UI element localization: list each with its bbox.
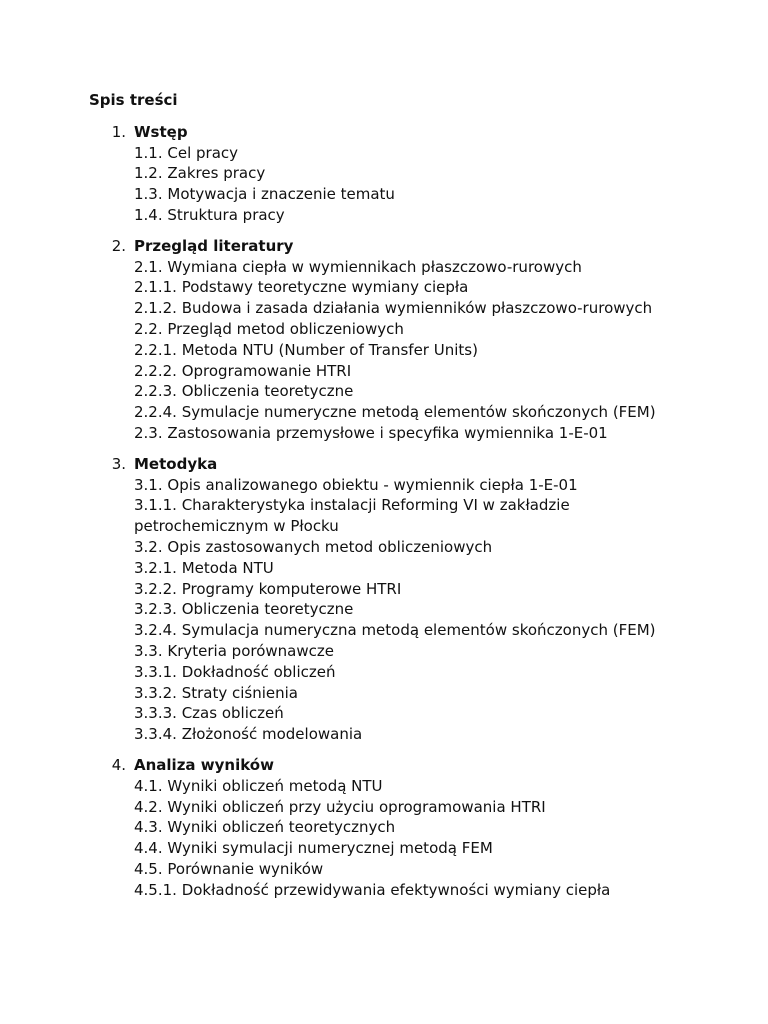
toc-entry: 2.1.2. Budowa i zasada działania wymienników płaszczowo-rurowych — [134, 299, 653, 318]
toc-section-2 — [89, 236, 689, 444]
section-number: 1. — [111, 122, 126, 141]
toc-entry: 3.2.3. Obliczenia teoretyczne — [134, 600, 354, 619]
section-number: 2. — [111, 236, 126, 255]
toc-entry: 3.3.1. Dokładność obliczeń — [134, 662, 336, 681]
section-number-box — [89, 122, 134, 143]
toc-entry: 1.1. Cel pracy — [134, 143, 239, 162]
section-heading — [89, 236, 689, 257]
toc-entry: 3.1.1. Charakterystyka instalacji Reforming VI w zakładzie petrochemicznym w Płocku — [134, 496, 570, 536]
toc-entry: 3.2. Opis zastosowanych metod obliczeniowych — [134, 537, 493, 556]
toc-entry: 3.2.1. Metoda NTU — [134, 558, 274, 577]
toc-entry: 2.3. Zastosowania przemysłowe i specyfika wymiennika 1-E-01 — [134, 423, 608, 442]
toc-entry: 3.3.3. Czas obliczeń — [134, 704, 284, 723]
toc-entry: 2.2.3. Obliczenia teoretyczne — [134, 382, 354, 401]
section-heading — [89, 454, 689, 475]
toc-section-1 — [89, 122, 689, 226]
toc-entry: 2.1.1. Podstawy teoretyczne wymiany ciepła — [134, 278, 469, 297]
toc-entry: 4.5.1. Dokładność przewidywania efektywności wymiany ciepła — [134, 880, 611, 899]
subsection-list — [89, 475, 689, 745]
toc-entry: 1.4. Struktura pracy — [134, 205, 285, 224]
section-number-box — [89, 755, 134, 776]
section-title: Wstęp — [134, 122, 188, 141]
toc-entry: 1.3. Motywacja i znaczenie tematu — [134, 185, 395, 204]
section-title: Analiza wyników — [134, 755, 274, 774]
section-number-box — [89, 236, 134, 257]
document-page — [89, 90, 689, 910]
toc-entry: 3.2.4. Symulacja numeryczna metodą elementów skończonych (FEM) — [134, 621, 656, 640]
toc-title: Spis treści — [89, 91, 178, 109]
toc-section-4 — [89, 755, 689, 901]
toc-entry: 3.2.2. Programy komputerowe HTRI — [134, 579, 402, 598]
toc-entry: 3.1. Opis analizowanego obiektu - wymiennik ciepła 1-E-01 — [134, 475, 578, 494]
toc-section-3 — [89, 454, 689, 745]
section-number: 3. — [111, 454, 126, 473]
subsection-list — [89, 143, 689, 226]
toc-entry: 2.2.4. Symulacje numeryczne metodą elementów skończonych (FEM) — [134, 403, 656, 422]
toc-entry: 2.2.1. Metoda NTU (Number of Transfer Units) — [134, 340, 478, 359]
toc-entry: 1.2. Zakres pracy — [134, 164, 266, 183]
toc-entry: 4.3. Wyniki obliczeń teoretycznych — [134, 818, 396, 837]
toc-entry: 2.1. Wymiana ciepła w wymiennikach płaszczowo-rurowych — [134, 257, 582, 276]
section-heading — [89, 755, 689, 776]
toc-entry: 4.5. Porównanie wyników — [134, 859, 324, 878]
section-title: Metodyka — [134, 454, 218, 473]
toc-entry: 4.1. Wyniki obliczeń metodą NTU — [134, 776, 383, 795]
toc-entry: 2.2. Przegląd metod obliczeniowych — [134, 319, 404, 338]
subsection-list — [89, 776, 689, 901]
section-number: 4. — [111, 755, 126, 774]
subsection-list — [89, 257, 689, 444]
toc-entry: 3.3.2. Straty ciśnienia — [134, 683, 298, 702]
toc-entry: 4.4. Wyniki symulacji numerycznej metodą FEM — [134, 839, 493, 858]
toc-entry: 4.2. Wyniki obliczeń przy użyciu oprogramowania HTRI — [134, 797, 546, 816]
toc-entry: 2.2.2. Oprogramowanie HTRI — [134, 361, 352, 380]
toc-entry: 3.3. Kryteria porównawcze — [134, 641, 334, 660]
toc-entry: 3.3.4. Złożoność modelowania — [134, 725, 363, 744]
section-title: Przegląd literatury — [134, 236, 294, 255]
section-number-box — [89, 454, 134, 475]
section-heading — [89, 122, 689, 143]
